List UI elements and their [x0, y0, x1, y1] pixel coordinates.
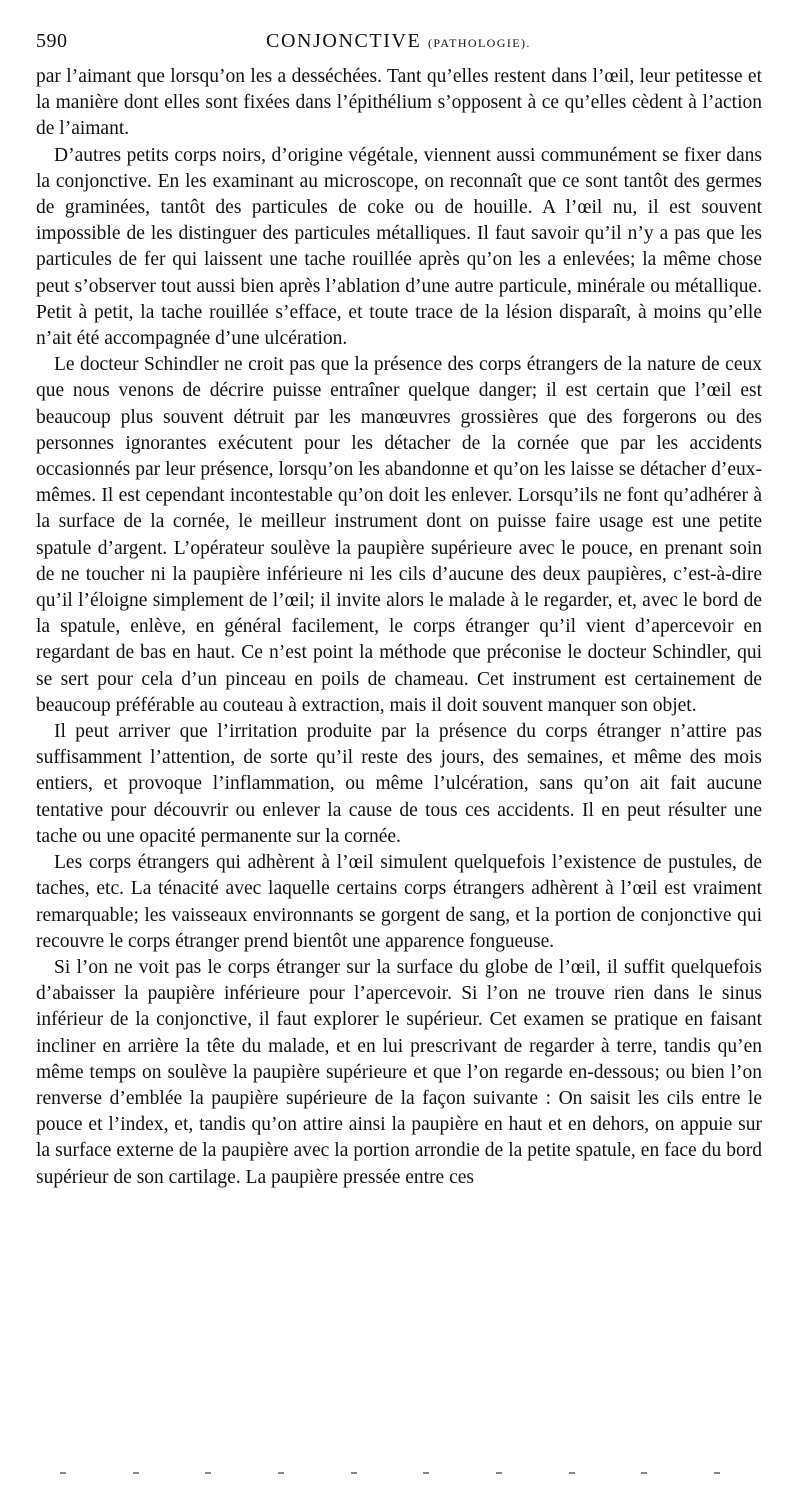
paragraph: D’autres petits corps noirs, d’origine végétale, viennent aussi communément se fixer dans la conjonctive. En les examinant au microscope, on reconnaît que ce sont tantôt des germes de graminées, tantôt des particules de coke ou de houille. A l’œil nu, il est souvent impossible de les distinguer des particules métalliques. Il faut savoir qu’il n’y a pas que les particules de fer qui laissent une tache rouillée après qu’on les a enlevées; la même chose peut s’observer tout aussi bien après l’ablation d’une autre particule, minérale ou métallique. Petit à petit, la tache rouillée s’efface, et toute trace de la lésion disparaît, à moins qu’elle n’ait été accompagnée d’une ulcération. [36, 144, 762, 350]
paragraph: Les corps étrangers qui adhèrent à l’œil simulent quelquefois l’existence de pustules, de taches, etc. La ténacité avec laquelle certains corps étrangers adhèrent à l’œil est vraiment remarquable; les vaisseaux environnants se gorgent de sang, et la portion de conjonctive qui recouvre le corps étranger prend bientôt une apparence fongueuse. [36, 852, 762, 952]
running-title [266, 30, 531, 53]
print-mark [60, 1472, 66, 1474]
print-mark [278, 1472, 284, 1474]
paragraph: par l’aimant que lorsqu’on les a desséchées. Tant qu’elles restent dans l’œil, leur petitesse et la manière dont elles sont fixées dans l’épithélium s’opposent à ce qu’elles cèdent à l’action de l’aimant. [36, 66, 762, 140]
print-mark [423, 1472, 429, 1474]
footer-print-marks [60, 1470, 720, 1476]
print-mark [496, 1472, 502, 1474]
page-number: 590 [36, 30, 68, 52]
running-title-main: CONJONCTIVE [266, 30, 422, 52]
print-mark [569, 1472, 575, 1474]
running-title-subtitle: (PATHOLOGIE). [427, 36, 531, 50]
print-mark [714, 1472, 720, 1474]
paragraph: Il peut arriver que l’irritation produite par la présence du corps étranger n’attire pas suffisamment l’attention, de sorte qu’il reste des jours, des semaines, et même des mois entiers, et provoque l’inflammation, ou même l’ulcération, sans qu’on ait fait aucune tentative pour découvrir ou enlever la cause de tous ces accidents. Il en peut résulter une tache ou une opacité permanente sur la cornée. [36, 721, 762, 847]
print-mark [641, 1472, 647, 1474]
print-mark [205, 1472, 211, 1474]
print-mark [133, 1472, 139, 1474]
paragraph: Le docteur Schindler ne croit pas que la présence des corps étrangers de la nature de ceux que nous venons de décrire puisse entraîner quelque danger; il est certain que l’œil est beaucoup plus souvent détruit par les manœuvres grossières que des forgerons ou des personnes ignorantes exécutent pour les détacher de la cornée que par les accidents occasionnés par leur présence, lorsqu’on les abandonne et qu’on les laisse se détacher d’eux-mêmes. Il est cependant incontestable qu’on doit les enlever. Lorsqu’ils ne font qu’adhérer à la surface de la cornée, le meilleur instrument dont on puisse faire usage est une petite spatule d’argent. L’opérateur soulève la paupière supérieure avec le pouce, en prenant soin de ne toucher ni la paupière inférieure ni les cils d’aucune des deux paupières, c’est-à-dire qu’il l’éloigne simplement de l’œil; il invite alors le malade à le regarder, et, avec le bord de la spatule, enlève, en général facilement, le corps étranger qu’il vient d’apercevoir en regardant de bas en haut. Ce n’est point la méthode que préconise le docteur Schindler, qui se sert pour cela d’un pinceau en poils de chameau. Cet instrument est certainement de beaucoup préférable au couteau à extraction, mais il doit souvent manquer son objet. [36, 354, 762, 716]
page-header [36, 24, 766, 64]
body-text [36, 64, 762, 1191]
paragraph: Si l’on ne voit pas le corps étranger sur la surface du globe de l’œil, il suffit quelquefois d’abaisser la paupière inférieure pour l’apercevoir. Si l’on ne trouve rien dans le sinus inférieur de la conjonctive, il faut explorer le supérieur. Cet examen se pratique en faisant incliner en arrière la tête du malade, et en lui prescrivant de regarder à terre, tandis qu’en même temps on soulève la paupière supérieure et que l’on regarde en-dessous; ou bien l’on renverse d’emblée la paupière supérieure de la façon suivante : On saisit les cils entre le pouce et l’index, et, tandis qu’on attire ainsi la paupière en haut et en dehors, on appuie sur la surface externe de la paupière avec la portion arrondie de la petite spatule, en face du bord supérieur de son cartilage. La paupière pressée entre ces [36, 956, 762, 1188]
print-mark [351, 1472, 357, 1474]
